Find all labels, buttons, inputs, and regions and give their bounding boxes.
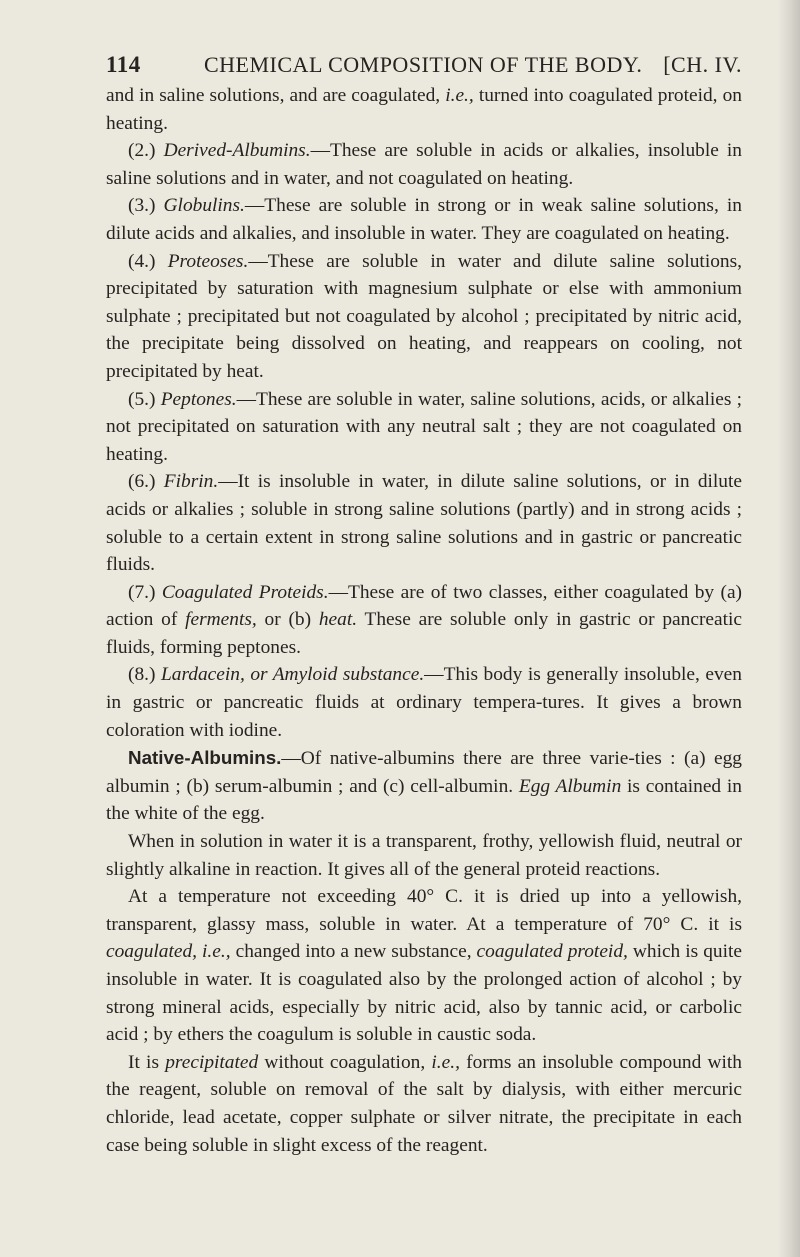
paragraph-text: —These are of two classes, either coagulated by (a) action of ferments, or (b) heat. These are soluble only in gastric or pancreatic fluids, forming peptones.: [106, 581, 743, 658]
term-coagulated-proteids: Coagulated Proteids.: [161, 581, 329, 603]
item-number: (4.): [128, 250, 168, 272]
italic-term: coagulated,: [106, 941, 198, 963]
paragraph-globulins: [106, 192, 742, 247]
body-text: [106, 82, 742, 1159]
ie-italic: i.e.,: [445, 85, 474, 106]
paragraph-text: —These are soluble in water and dilute saline solutions, precipitated by saturation with magnesium sulphate or else with ammonium sulphate ; precipitated but not coagulated by alcohol ; precipitated by nitric acid, the precipitate being dissolved on heating, and reappears on cooling, not precipitated by heat.: [106, 250, 742, 382]
paragraph-temperature: [106, 883, 742, 1049]
heading-native-albumins: Native-Albumins.: [128, 747, 282, 769]
italic-term: precipitated: [165, 1051, 259, 1073]
italic-term: ferments,: [185, 609, 257, 631]
item-number: (5.): [128, 388, 161, 410]
chapter-label: [CH. IV.: [663, 52, 742, 77]
paragraph-proteoses: [106, 248, 742, 386]
paragraph-lardacein: [106, 661, 742, 744]
item-number: (7.): [128, 581, 162, 603]
paragraph-text: —These are soluble in strong or in weak saline solutions, in dilute acids and alkalies, and insoluble in water. They are coagulated on heating.: [106, 195, 742, 244]
italic-term: coagulated proteid,: [476, 941, 628, 963]
paragraph-coagulated-proteids: [106, 579, 742, 662]
italic-term: Egg Albumin: [518, 775, 622, 797]
italic-term: heat.: [318, 609, 358, 631]
paragraph-text: —Of native-albumins there are three varie-ties : (a) egg albumin ; (b) serum-albumin ; and (c) cell-albumin. Egg Albumin is contained in the white of the egg.: [106, 748, 742, 825]
paragraph-text: When in solution in water it is a transparent, frothy, yellowish fluid, neutral or slightly alkaline in reaction. It gives all of the general proteid reactions.: [106, 831, 742, 880]
paragraph-1: and in saline solutions, and are coagulated, i.e., turned into coagulated proteid, on heating.: [106, 85, 742, 134]
item-number: (2.): [128, 140, 164, 162]
term-derived-albumins: Derived-Albumins.: [163, 140, 311, 162]
term-proteoses: Proteoses.: [167, 250, 249, 272]
running-title: CHEMICAL COMPOSITION OF THE BODY.: [204, 52, 643, 77]
page-number: 114: [106, 52, 141, 77]
paragraph-text: —These are soluble in acids or alkalies, insoluble in saline solutions and in water, and not coagulated on heating.: [106, 140, 743, 189]
italic-term: i.e.,: [431, 1051, 460, 1073]
paragraph-native-albumins: [106, 744, 742, 828]
item-number: (3.): [128, 195, 164, 217]
term-fibrin: Fibrin.: [163, 471, 219, 493]
paragraph-derived-albumins: [106, 137, 742, 192]
term-lardacein: Lardacein, or Amyloid substance.: [160, 664, 425, 686]
paragraph-text: —It is insoluble in water, in dilute saline solutions, or in dilute acids or alkalies ; soluble in strong saline solutions (partly) and in strong acids ; soluble to a certain extent in strong saline solutions and in gastric or pancreatic fluids.: [106, 471, 742, 576]
term-globulins: Globulins.: [163, 195, 245, 217]
paragraph-text: —These are soluble in water, saline solutions, acids, or alkalies ; not precipitated on saturation with any neutral salt ; they are not coagulated on heating.: [106, 388, 742, 465]
paragraph-fibrin: [106, 468, 742, 578]
item-number: (6.): [128, 471, 164, 493]
item-number: (8.): [128, 664, 161, 686]
paragraph-text: —This body is generally insoluble, even in gastric or pancreatic fluids at ordinary tempera-tures. It gives a brown coloration with iodine.: [106, 664, 742, 741]
paragraph-peptones: [106, 386, 742, 469]
paragraph-solution: [106, 828, 742, 883]
paragraph-text: At a temperature not exceeding 40° C. it is dried up into a yellowish, transparent, glassy mass, soluble in water. At a temperature of 70° C. it is coagulated, i.e., changed into a new substance, coagulated proteid, which is quite insoluble in water. It is coagulated also by the prolonged action of alcohol ; by strong mineral acids, especially by nitric acid, also by tannic acid, or carbolic acid ; by ethers the coagulum is soluble in caustic soda.: [106, 886, 742, 1046]
term-peptones: Peptones.: [160, 388, 237, 410]
paragraph-precipitated: [106, 1049, 742, 1159]
italic-term: i.e.,: [202, 941, 231, 963]
paragraph-text: It is precipitated without coagulation, i.e., forms an insoluble compound with the reagent, soluble on removal of the salt by dialysis, with either mercuric chloride, lead acetate, copper sulphate or silver nitrate, the precipitate in each case being soluble in slight excess of the reagent.: [106, 1051, 742, 1156]
